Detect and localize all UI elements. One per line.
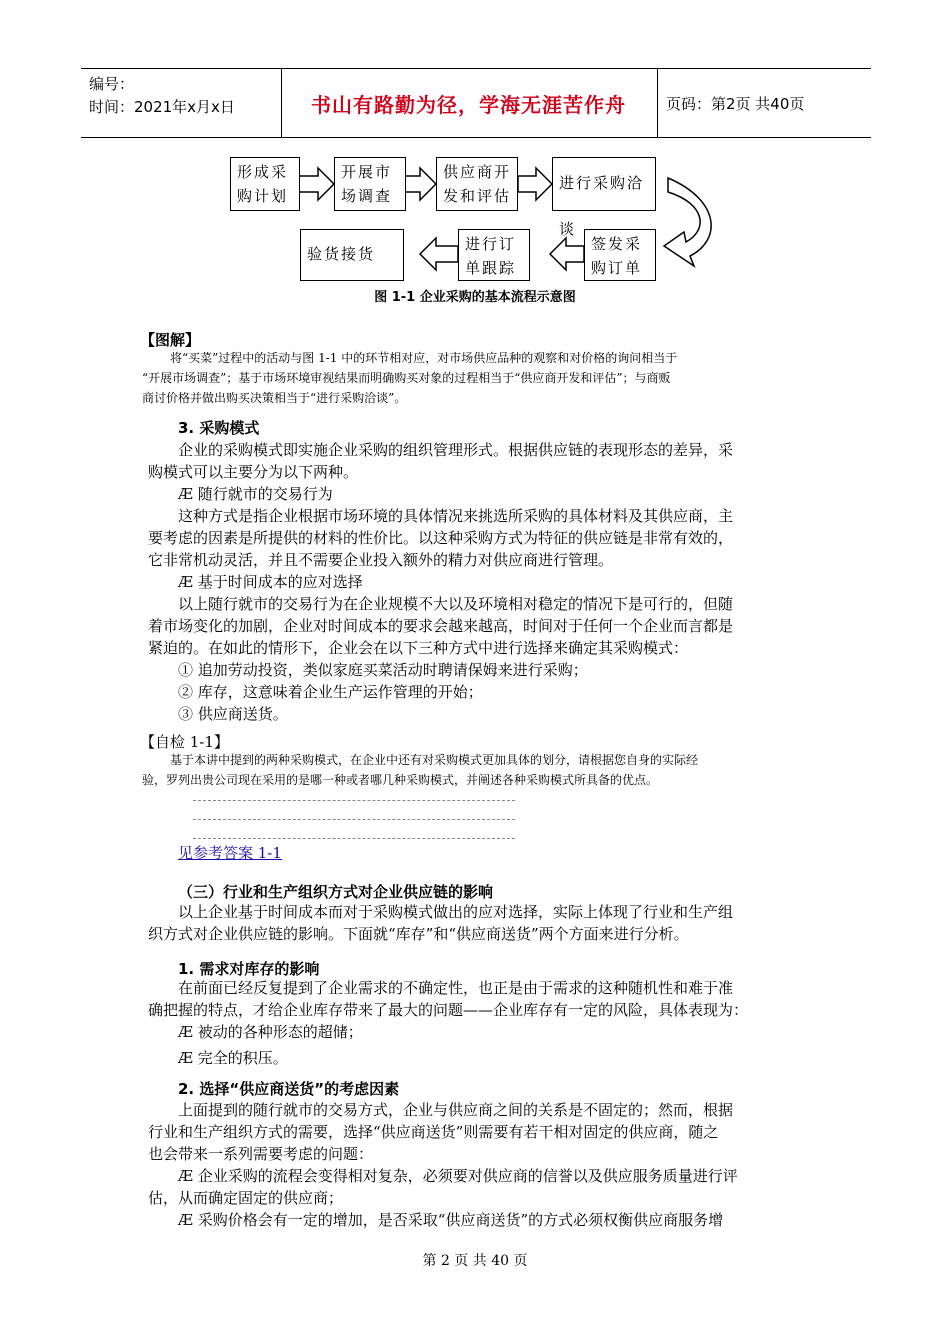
- page-footer: 第 2 页 共 40 页: [422, 1253, 528, 1269]
- procurement-flow-diagram: [0, 0, 950, 300]
- flow-step: 验货接货: [300, 229, 404, 281]
- tujie-heading: 【图解】: [140, 331, 201, 349]
- tujie-body: [142, 348, 822, 408]
- paragraph-line: 企业的采购模式即实施企业采购的组织管理形式。根据供应链的表现形态的差异，采: [178, 441, 734, 459]
- arrow-left: [420, 238, 458, 270]
- zijian-heading: 【自检 1-1】: [140, 733, 229, 751]
- numbered-item: ③ 供应商送货。: [178, 705, 288, 723]
- paragraph-line: 织方式对企业供应链的影响。下面就“库存”和“供应商送货”两个方面来进行分析。: [148, 925, 689, 943]
- header-motto: 书山有路勤为径，学海无涯苦作舟: [311, 93, 626, 117]
- flow-step: 进行采购洽谈: [552, 157, 656, 211]
- numbered-item: ① 追加劳动投资，类似家庭买菜活动时聘请保姆来进行采购；: [178, 661, 588, 679]
- flow-step: 进行订单跟踪: [458, 229, 530, 281]
- paragraph-line: 着市场变化的加剧，企业对时间成本的要求会越来越高，时间对于任何一个企业而言都是: [148, 617, 734, 635]
- arrow-right: [404, 168, 436, 200]
- section1-body: [148, 977, 838, 1069]
- section2-body: [148, 1099, 838, 1231]
- bullet-item: Æ 采购价格会有一定的增加，是否采取“供应商送货”的方式必须权衡供应商服务增: [178, 1211, 724, 1229]
- numbered-item: ② 库存，这意味着企业生产运作管理的开始；: [178, 683, 483, 701]
- bullet-item: Æ 被动的各种形态的超储；: [178, 1023, 363, 1041]
- document-number-label: 编号：: [89, 75, 135, 93]
- section-heading: 2. 选择“供应商送货”的考虑因素: [178, 1080, 400, 1098]
- paragraph-line: 以上企业基于时间成本而对于采购模式做出的应对选择，实际上体现了行业和生产组: [178, 903, 734, 921]
- figure-caption: 图 1-1 企业采购的基本流程示意图: [374, 290, 576, 305]
- paragraph-line: 在前面已经反复提到了企业需求的不确定性，也正是由于需求的这种随机性和难于准: [178, 979, 734, 997]
- bullet-item: Æ 企业采购的流程会变得相对复杂，必须要对供应商的信誉以及供应服务质量进行评: [178, 1167, 738, 1185]
- bullet-item: Æ 基于时间成本的应对选择: [178, 573, 363, 591]
- bullet-item: Æ 完全的积压。: [178, 1049, 288, 1067]
- paragraph-line: 要考虑的因素是所提供的材料的性价比。以这种采购方式为特征的供应链是非常有效的，: [148, 529, 734, 547]
- paragraph-line: 估，从而确定固定的供应商；: [148, 1189, 344, 1207]
- paragraph-line: 行业和生产组织方式的需要，选择“供应商送货”则需要有若干相对固定的供应商，随之: [148, 1123, 719, 1141]
- answer-blank-line: [193, 819, 515, 820]
- flow-step: 形成采购计划: [230, 157, 300, 211]
- arrow-curve: [664, 178, 711, 266]
- tujie-line: 商讨价格并做出购买决策相当于“进行采购洽谈”。: [142, 391, 407, 405]
- paragraph-line: 紧迫的。在如此的情形下，企业会在以下三种方式中进行选择来确定其采购模式：: [148, 639, 689, 657]
- paragraph-line: 以上随行就市的交易行为在企业规模不大以及环境相对稳定的情况下是可行的，但随: [178, 595, 734, 613]
- section-heading: 1. 需求对库存的影响: [178, 960, 320, 978]
- bullet-item: Æ 随行就市的交易行为: [178, 485, 333, 503]
- tujie-line: 将“买菜”过程中的活动与图 1-1 中的环节相对应，对市场供应品种的观察和对价格的询问相当于: [170, 351, 678, 365]
- arrow-right: [518, 168, 552, 200]
- arrow-right: [298, 168, 334, 200]
- paragraph-line: 也会带来一系列需要考虑的问题：: [148, 1145, 374, 1163]
- paragraph-line: 确把握的特点，才给企业库存带来了最大的问题——企业库存有一定的风险，具体表现为：: [148, 1001, 749, 1019]
- section-heading: （三）行业和生产组织方式对企业供应链的影响: [178, 883, 494, 901]
- header-page-info: 页码：第2页 共40页: [666, 95, 805, 113]
- zijian-body: [142, 750, 832, 790]
- paragraph-line: 上面提到的随行就市的交易方式，企业与供应商之间的关系是不固定的；然而，根据: [178, 1101, 734, 1119]
- document-date: 时间：2021年x月x日: [89, 98, 235, 116]
- paragraph-line: 这种方式是指企业根据市场环境的具体情况来挑选所采购的具体材料及其供应商，主: [178, 507, 734, 525]
- answer-blank-line: [193, 800, 515, 801]
- flow-step: 开展市场调查: [334, 157, 406, 211]
- section-heading: 3. 采购模式: [178, 419, 260, 437]
- tujie-line: “开展市场调查”；基于市场环境审视结果而明确购买对象的过程相当于“供应商开发和评估”；与商贩: [142, 371, 671, 385]
- section-san-body: [148, 901, 828, 945]
- paragraph-line: 它非常机动灵活，并且不需要企业投入额外的精力对供应商进行管理。: [148, 551, 614, 569]
- section3-body: [148, 439, 828, 725]
- zijian-line: 基于本讲中提到的两种采购模式，在企业中还有对采购模式更加具体的划分，请根据您自身的实际经: [170, 753, 699, 767]
- flow-step: 供应商开发和评估: [436, 157, 518, 211]
- flow-step: 签发采购订单: [584, 229, 656, 281]
- paragraph-line: 购模式可以主要分为以下两种。: [148, 463, 359, 481]
- answer-blank-line: [193, 838, 515, 839]
- zijian-line: 验，罗列出贵公司现在采用的是哪一种或者哪几种采购模式，并阐述各种采购模式所具备的优点。: [142, 773, 659, 787]
- answer-link[interactable]: 见参考答案 1-1: [178, 844, 282, 862]
